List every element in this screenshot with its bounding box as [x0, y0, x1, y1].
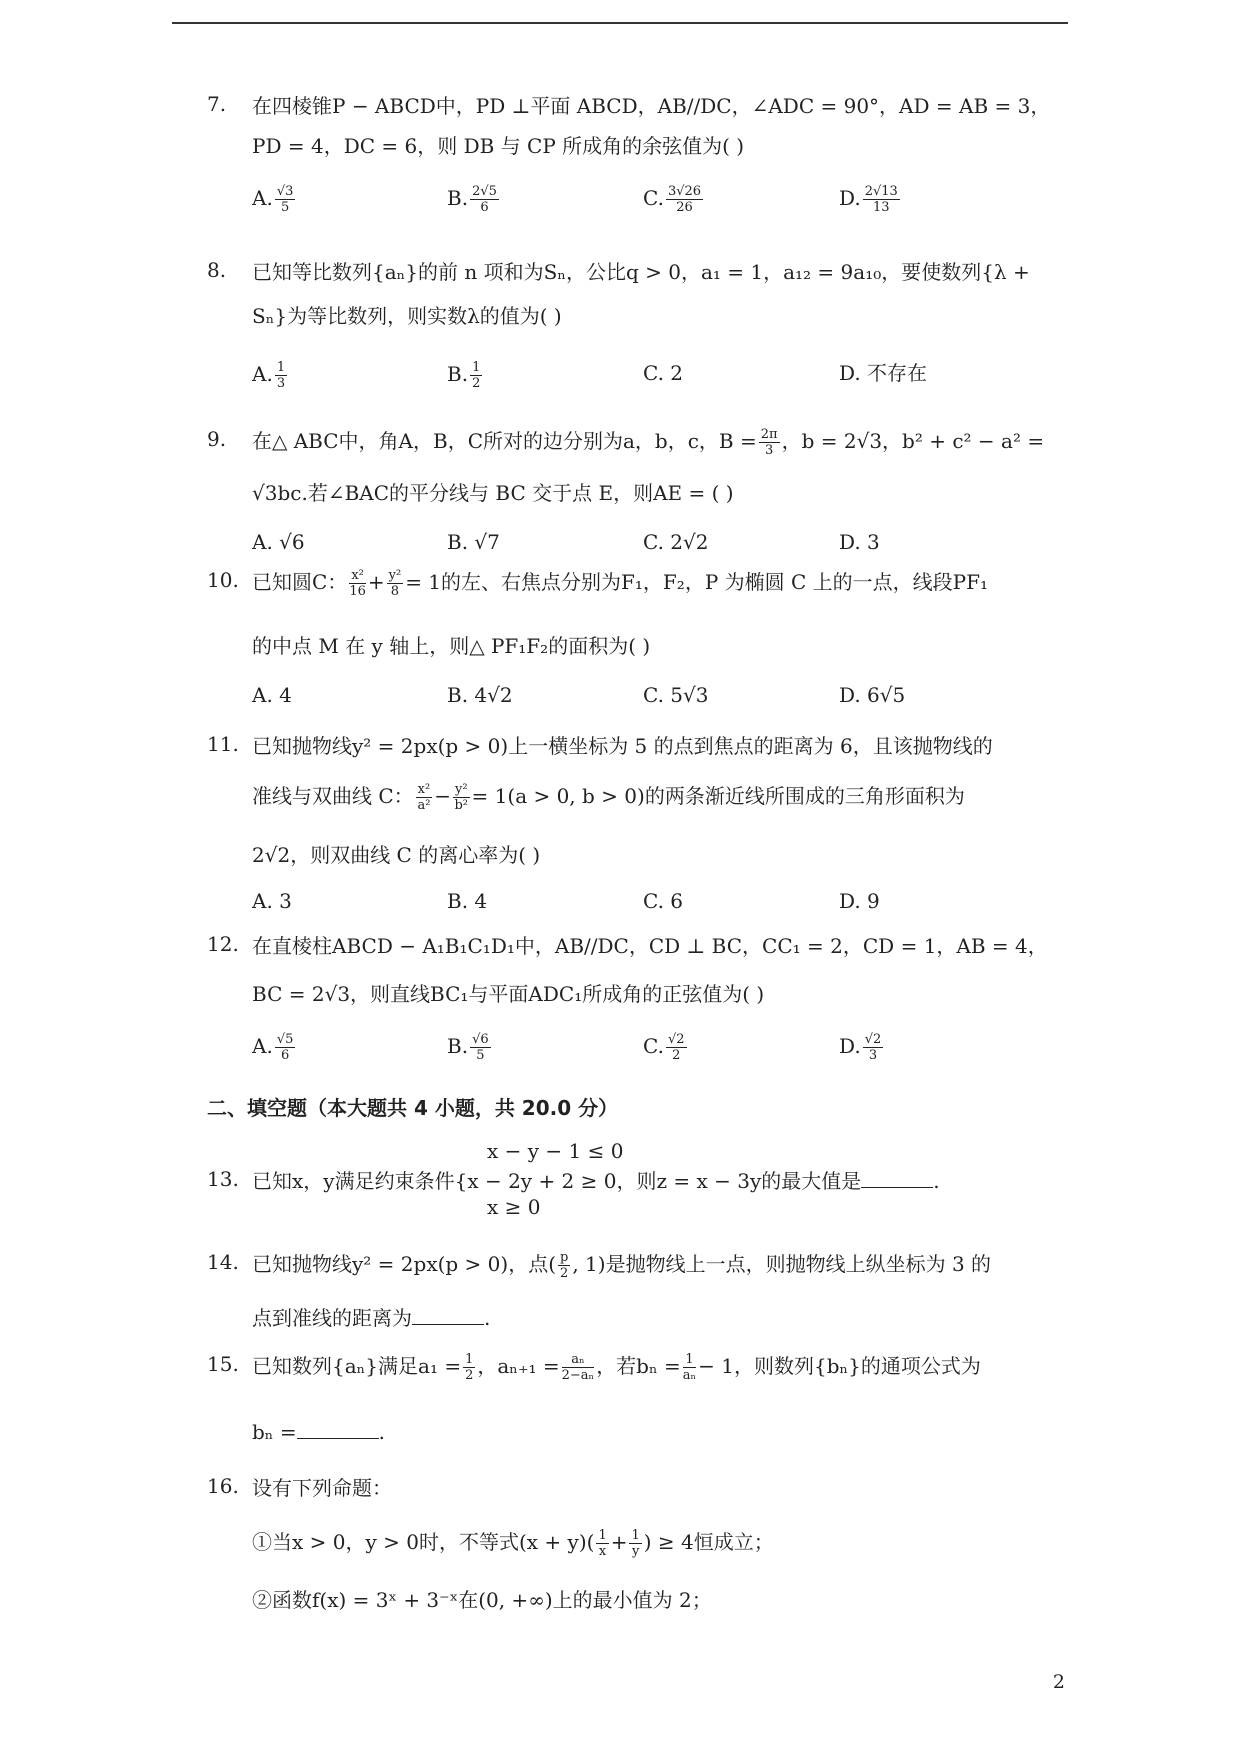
question-text: 在直棱柱ABCD − A₁B₁C₁D₁中，AB//DC，CD ⊥ BC，CC₁ = 2，CD = 1，AB = 4，: [252, 934, 1048, 958]
question-text: 的中点 M 在 y 轴上，则△ PF₁F₂的面积为( ): [252, 634, 651, 658]
question-text: 已知等比数列{aₙ}的前 n 项和为Sₙ，公比q > 0，a₁ = 1，a₁₂ = 9a₁₀，要使数列{λ +: [252, 260, 1030, 284]
question-text: 点到准线的距离为 .: [252, 1306, 491, 1330]
question-number: 10.: [207, 568, 239, 592]
question-number: 13.: [207, 1167, 239, 1191]
section-heading: 二、填空题（本大题共 4 小题，共 20.0 分）: [207, 1096, 619, 1120]
option-a: A. 3: [252, 889, 292, 913]
option-d: D. 6√5: [839, 683, 906, 707]
question-number: 15.: [207, 1352, 239, 1376]
option-d: D. 9: [839, 889, 880, 913]
question-number: 8.: [207, 258, 227, 282]
option-c: C. 2: [643, 361, 684, 385]
option-c: C. $\frac{√2}{2}$: [643, 1032, 685, 1063]
question-text: 已知抛物线y² = 2px(p > 0)上一横坐标为 5 的点到焦点的距离为 6，且该抛物线的: [252, 734, 993, 758]
option-c: C. 2√2: [643, 530, 709, 554]
question-text: 已知圆C： $\frac{\text{x²}}{16}$ + $\frac{\text{y²}}{8}$ = 1的左、右焦点分别为F₁，F₂，P 为椭圆 C 上的一点，线段PF₁: [252, 568, 988, 599]
option-b: B. $\frac{2√5}{6}$: [447, 184, 497, 215]
question-number: 7.: [207, 92, 227, 116]
option-a: A. $\frac{√5}{6}$: [252, 1032, 294, 1063]
header-rule: [172, 22, 1068, 24]
question-text: 准线与双曲线 C： $\frac{\text{x²}}{\text{a²}}$ − $\frac{\text{y²}}{\text{b²}}$ = 1(a > 0, b > 0)的两条渐近线所围成的三角形面积为: [252, 782, 965, 813]
question-text: 已知抛物线y² = 2px(p > 0)，点( $\frac{p}{2}$ , 1)是抛物线上一点，则抛物线上纵坐标为 3 的: [252, 1250, 992, 1281]
option-a: A. $\frac{1}{3}$: [252, 360, 286, 391]
option-d: D. $\frac{√2}{3}$: [839, 1032, 882, 1063]
question-text: 设有下列命题：: [252, 1476, 392, 1500]
constraint-1: x − y − 1 ≤ 0: [487, 1139, 624, 1163]
option-b: B. $\frac{1}{2}$: [447, 360, 481, 391]
option-b: B. 4√2: [447, 683, 513, 707]
question-number: 14.: [207, 1250, 239, 1274]
option-a: A. $\frac{√3}{5}$: [252, 184, 294, 215]
page-number: 2: [1052, 1671, 1065, 1693]
option-c: C. 5√3: [643, 683, 709, 707]
question-text: 已知x，y满足约束条件{x − 2y + 2 ≥ 0，则z = x − 3y的最大值是 .: [252, 1169, 940, 1193]
question-number: 11.: [207, 732, 239, 756]
option-a: A. √6: [252, 530, 305, 554]
question-number: 16.: [207, 1474, 239, 1498]
question-text: PD = 4，DC = 6，则 DB 与 CP 所成角的余弦值为( ): [252, 134, 745, 158]
option-b: B. $\frac{√6}{5}$: [447, 1032, 489, 1063]
question-text: 2√2，则双曲线 C 的离心率为( ): [252, 843, 541, 867]
option-c: C. 6: [643, 889, 684, 913]
question-text: 在四棱锥P − ABCD中，PD ⊥平面 ABCD，AB//DC，∠ADC = 90°，AD = AB = 3，: [252, 94, 1051, 118]
proposition-1: ①当x > 0，y > 0时，不等式(x + y)( $\frac{1}{x}$ + $\frac{1}{y}$ ) ≥ 4恒成立；: [252, 1528, 774, 1559]
question-text: bₙ = .: [252, 1420, 385, 1444]
question-number: 12.: [207, 932, 239, 956]
question-number: 9.: [207, 427, 227, 451]
constraint-3: x ≥ 0: [487, 1195, 541, 1219]
option-c: C. $\frac{3√26}{26}$: [643, 184, 702, 215]
question-text: √3bc.若∠BAC的平分线与 BC 交于点 E，则AE = ( ): [252, 481, 734, 505]
option-d: D. 不存在: [839, 361, 928, 385]
option-a: A. 4: [252, 683, 292, 707]
question-text: 在△ ABC中，角A，B，C所对的边分别为a，b，c，B = $\frac{2\pi}{3}$ ，b = 2√3，b² + c² − a² =: [252, 427, 1045, 458]
question-text: BC = 2√3，则直线BC₁与平面ADC₁所成角的正弦值为( ): [252, 982, 765, 1006]
proposition-2: ②函数f(x) = 3ˣ + 3⁻ˣ在(0, +∞)上的最小值为 2；: [252, 1588, 712, 1612]
option-d: D. $\frac{2√13}{13}$: [839, 184, 898, 215]
question-text: Sₙ}为等比数列，则实数λ的值为( ): [252, 304, 562, 328]
option-d: D. 3: [839, 530, 880, 554]
question-text: 已知数列{aₙ}满足a₁ = $\frac{1}{2}$ ，aₙ₊₁ = $\frac{\text{aₙ}}{\text{2−aₙ}}$ ，若bₙ = $\frac{1}{\text{aₙ}}$ − 1，则数列{bₙ}的通项公式为: [252, 1352, 981, 1383]
option-b: B. √7: [447, 530, 500, 554]
option-b: B. 4: [447, 889, 488, 913]
